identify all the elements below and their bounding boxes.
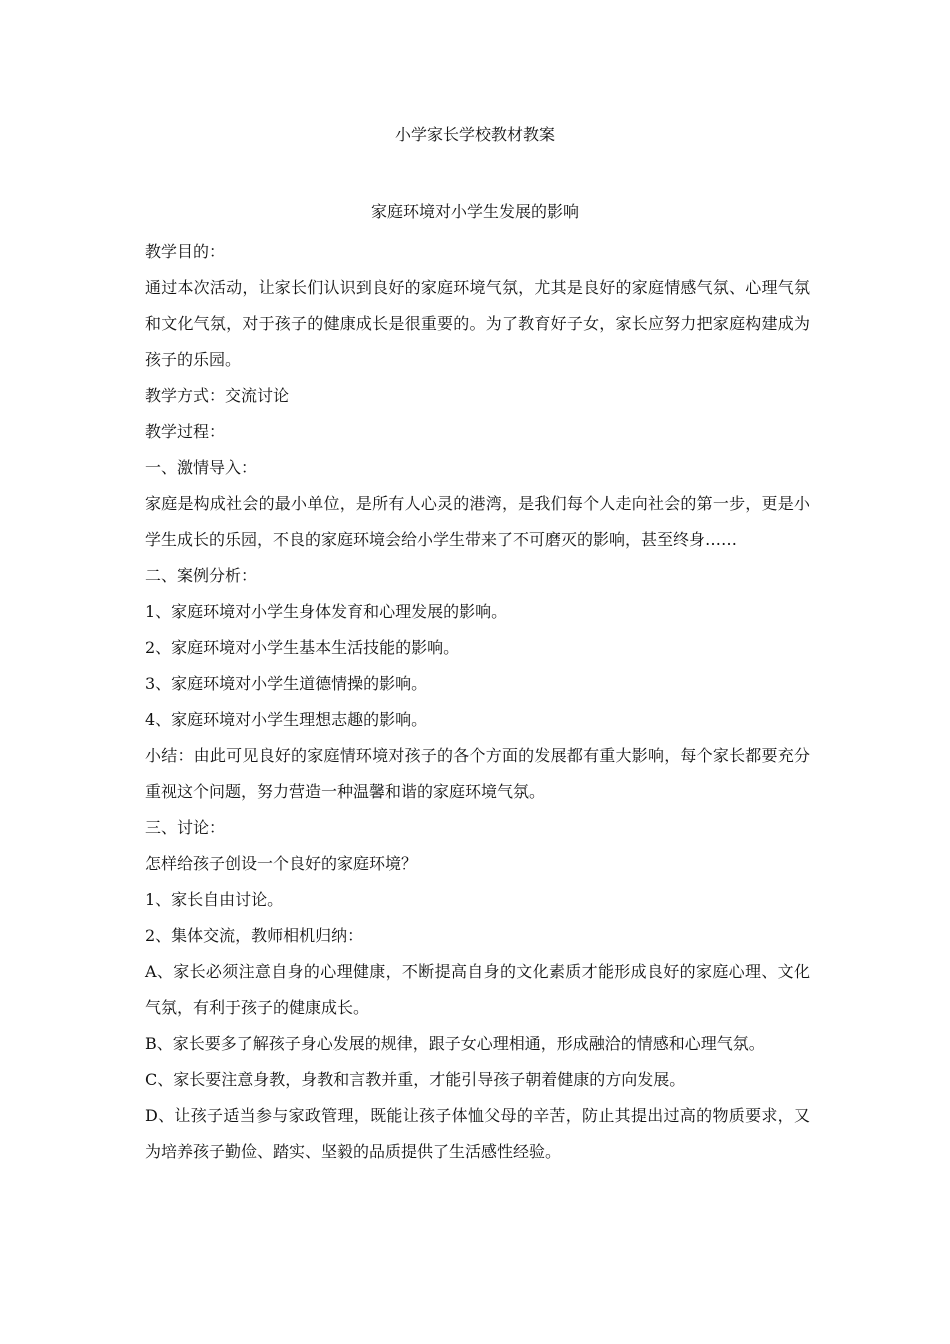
section-heading-intro: 一、激情导入： [145,458,258,477]
discussion-question: 怎样给孩子创设一个良好的家庭环境？ [145,854,418,873]
list-item: 4、家庭环境对小学生理想志趣的影响。 [145,710,428,729]
document-body [145,234,810,1170]
heading-teaching-goal: 教学目的： [145,242,226,261]
list-item: 2、家庭环境对小学生基本生活技能的影响。 [145,638,460,657]
list-item: 3、家庭环境对小学生道德情操的影响。 [145,674,428,693]
teaching-method: 教学方式：交流讨论 [145,386,290,405]
list-item: C、家长要注意身教，身教和言教并重，才能引导孩子朝着健康的方向发展。 [145,1070,686,1089]
list-item: 2、集体交流，教师相机归纳： [145,926,364,945]
list-item: 1、家长自由讨论。 [145,890,284,909]
paragraph-intro: 家庭是构成社会的最小单位，是所有人心灵的港湾，是我们每个人走向社会的第一步，更是小学生成长的乐园，不良的家庭环境会给小学生带来了不可磨灭的影响，甚至终身…… [145,494,810,549]
list-item: A、家长必须注意自身的心理健康，不断提高自身的文化素质才能形成良好的家庭心理、文化气氛，有利于孩子的健康成长。 [145,962,810,1017]
list-item: D、让孩子适当参与家政管理，既能让孩子体恤父母的辛苦，防止其提出过高的物质要求，又为培养孩子勤俭、踏实、坚毅的品质提供了生活感性经验。 [145,1106,810,1161]
list-item: B、家长要多了解孩子身心发展的规律，跟子女心理相通，形成融洽的情感和心理气氛。 [145,1034,765,1053]
document-title: 小学家长学校教材教案 [394,125,555,144]
section-heading-discussion: 三、讨论： [145,818,226,837]
paragraph-summary: 小结：由此可见良好的家庭情环境对孩子的各个方面的发展都有重大影响，每个家长都要充分重视这个问题，努力营造一种温馨和谐的家庭环境气氛。 [145,746,810,801]
heading-teaching-process: 教学过程： [145,422,226,441]
section-heading-case-analysis: 二、案例分析： [145,566,258,585]
paragraph-teaching-goal: 通过本次活动，让家长们认识到良好的家庭环境气氛，尤其是良好的家庭情感气氛、心理气氛和文化气氛，对于孩子的健康成长是很重要的。为了教育好子女，家长应努力把家庭构建成为孩子的乐园。 [145,278,810,369]
list-item: 1、家庭环境对小学生身体发育和心理发展的影响。 [145,602,508,621]
document-subtitle: 家庭环境对小学生发展的影响 [370,202,579,221]
